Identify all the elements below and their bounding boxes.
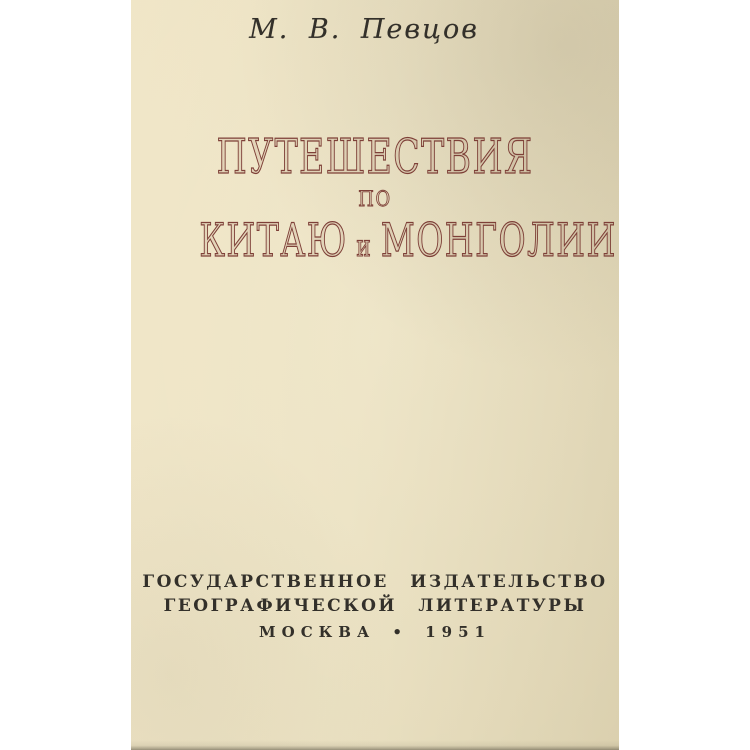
imprint-block xyxy=(131,570,619,644)
title-line-2: ПО xyxy=(358,187,392,211)
title-line-3 xyxy=(199,213,617,270)
author-name: М. В. Певцов xyxy=(249,14,479,45)
city-year-line: МОСКВА • 1951 xyxy=(259,623,491,641)
title-line-3-conjunction: и xyxy=(356,229,373,264)
publisher-line-1: ГОСУДАРСТВЕННОЕ ИЗДАТЕЛЬСТВО xyxy=(142,572,608,592)
title-line-3-part2: МОНГОЛИИ xyxy=(380,213,617,267)
title-line-3-part1: КИТАЮ xyxy=(199,213,348,267)
title-line-1: ПУТЕШЕСТВИЯ xyxy=(216,129,534,185)
publisher-line-2: ГЕОГРАФИЧЕСКОЙ ЛИТЕРАТУРЫ xyxy=(163,596,587,616)
page-bottom-edge xyxy=(131,740,619,750)
title-block xyxy=(131,129,619,270)
book-title-page xyxy=(131,0,619,750)
